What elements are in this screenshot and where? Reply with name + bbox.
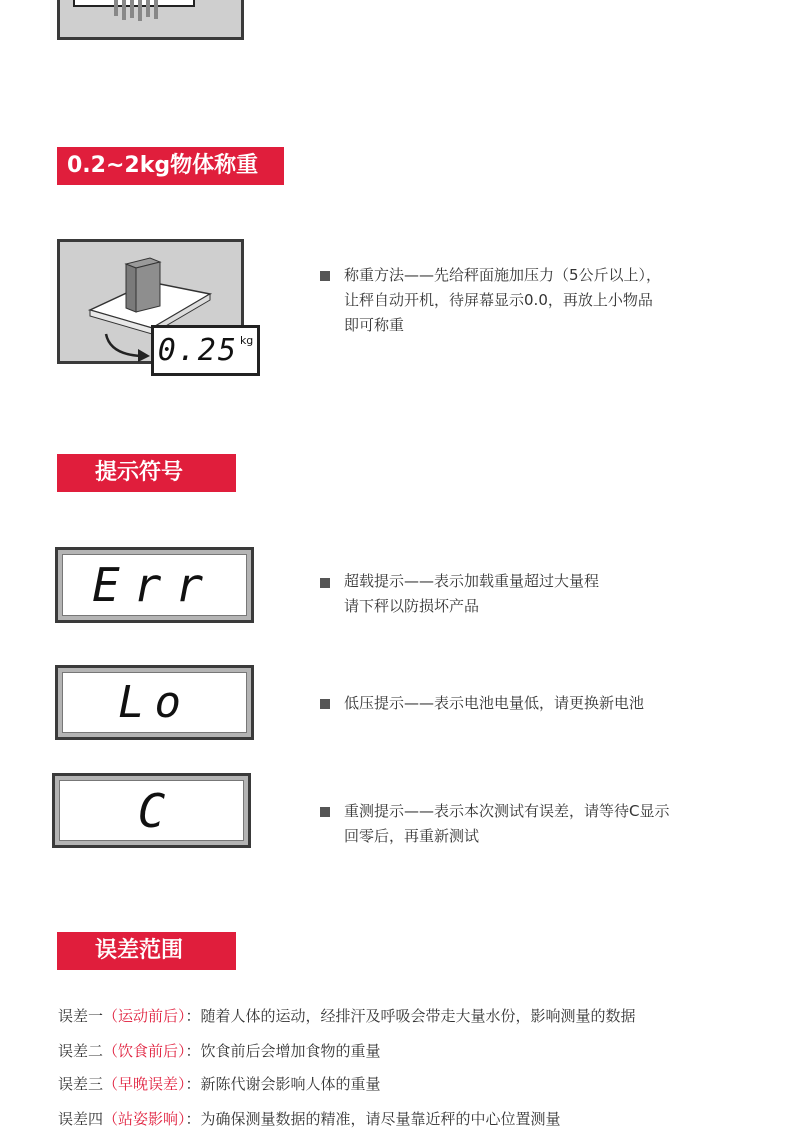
- weighing-bullet: [320, 271, 330, 281]
- lcd-text: Err: [91, 558, 218, 612]
- symbol-desc-lo: [344, 691, 644, 716]
- lcd-text: C: [137, 783, 166, 838]
- symbol-desc-err: [344, 569, 599, 619]
- symbol-desc-line-2: 回零后，再重新测试: [344, 827, 480, 845]
- error-label: 误差四: [58, 1110, 104, 1128]
- error-label: 误差二: [58, 1042, 104, 1060]
- symbol-desc-line-1: 低压提示——表示电池电量低，请更换新电池: [344, 694, 645, 712]
- cropped-scale-icon: [60, 0, 241, 37]
- lcd-display-lo: [55, 665, 254, 740]
- weighing-display-value: 0.25: [157, 333, 238, 368]
- weighing-display: [151, 325, 260, 376]
- error-text: ：随着人体的运动，经排汗及呼吸会带走大量水份，影响测量的数据: [185, 1007, 636, 1025]
- error-label: 误差一: [58, 1007, 104, 1025]
- weighing-desc-line-3: 即可称重: [344, 316, 405, 334]
- cropped-scale-illustration: [57, 0, 244, 40]
- lcd-screen: [62, 672, 247, 733]
- symbol-desc-line-1: 超载提示——表示加载重量超过大量程: [344, 572, 600, 590]
- weighing-desc-line-1: 称重方法——先给秤面施加压力（5公斤以上），: [344, 266, 662, 284]
- error-text: ：为确保测量数据的精准，请尽量靠近秤的中心位置测量: [185, 1110, 561, 1128]
- error-item-2: [58, 1040, 381, 1061]
- symbol-desc-c: [344, 799, 669, 849]
- section-tag-errors: 误差范围: [57, 932, 236, 970]
- symbol-desc-line-2: 请下秤以防损坏产品: [344, 597, 480, 615]
- error-text: ：新陈代谢会影响人体的重量: [185, 1075, 381, 1093]
- weighing-desc: [344, 263, 661, 338]
- error-topic: （运动前后）: [103, 1007, 186, 1025]
- error-item-3: [58, 1073, 381, 1094]
- section-tag-symbols: 提示符号: [57, 454, 236, 492]
- error-item-1: [58, 1005, 636, 1026]
- error-topic: （早晚误差）: [103, 1075, 186, 1093]
- error-item-4: [58, 1108, 561, 1129]
- error-text: ：饮食前后会增加食物的重量: [185, 1042, 381, 1060]
- section-tag-weighing: 0.2~2kg物体称重: [57, 147, 284, 185]
- lcd-screen: [62, 554, 247, 616]
- error-label: 误差三: [58, 1075, 104, 1093]
- error-topic: （站姿影响）: [103, 1110, 186, 1128]
- symbol-desc-line-1: 重测提示——表示本次测试有误差，请等待C显示: [344, 802, 670, 820]
- lcd-screen: [59, 780, 244, 841]
- cropped-text-remnant: [318, 0, 698, 4]
- lcd-display-err: [55, 547, 254, 623]
- error-topic: （饮食前后）: [103, 1042, 186, 1060]
- lcd-text: Lo: [118, 677, 191, 728]
- symbol-bullet-err: [320, 578, 330, 588]
- lcd-display-c: [52, 773, 251, 848]
- weighing-desc-line-2: 让秤自动开机，待屏幕显示0.0，再放上小物品: [344, 291, 653, 309]
- symbol-bullet-c: [320, 807, 330, 817]
- weighing-display-unit: kg: [239, 334, 254, 347]
- symbol-bullet-lo: [320, 699, 330, 709]
